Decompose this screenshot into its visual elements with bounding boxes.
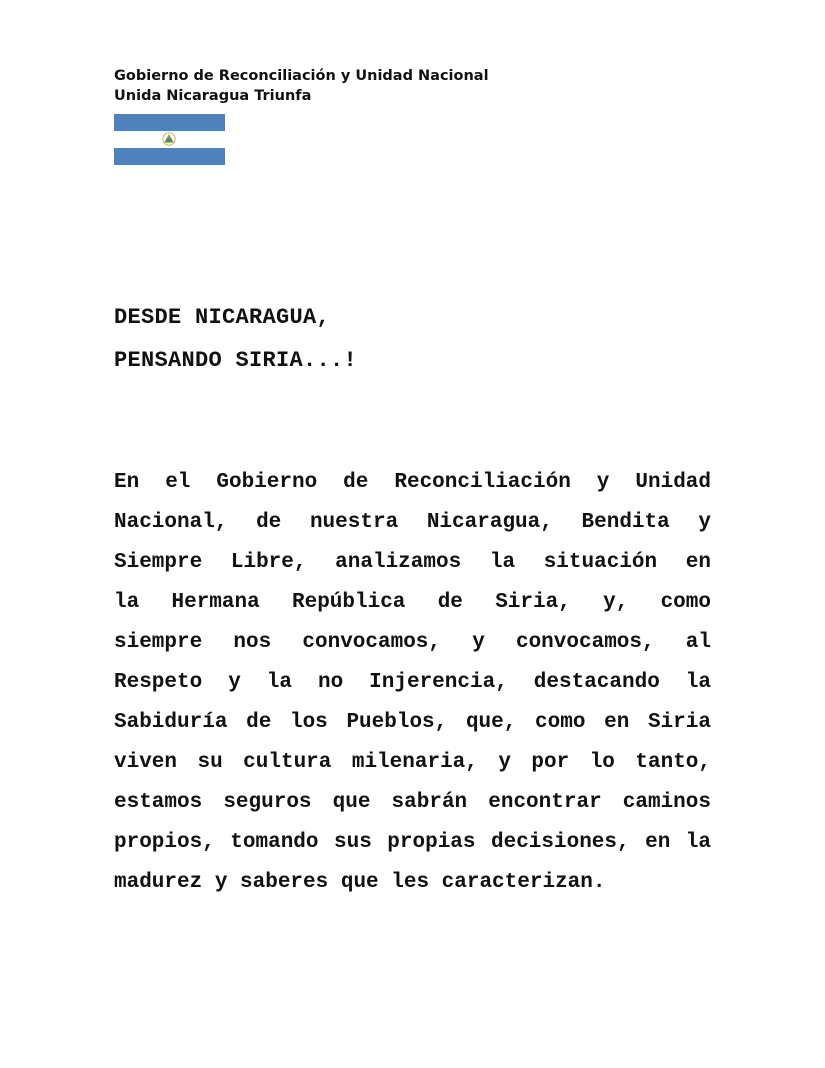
flag-bottom-stripe	[114, 148, 225, 165]
body-line: Nacional, de nuestra Nicaragua, Bendita y	[114, 511, 711, 534]
header-slogan: Unida Nicaragua Triunfa	[114, 88, 312, 104]
body-line: madurez y saberes que les caracterizan.	[114, 871, 606, 894]
title-line-1: DESDE NICARAGUA,	[114, 305, 331, 330]
nicaragua-flag-image	[114, 114, 225, 165]
body-line: viven su cultura milenaria, y por lo tanto,	[114, 751, 711, 774]
flag-top-stripe	[114, 114, 225, 131]
body-line: Sabiduría de los Pueblos, que, como en Siria	[114, 711, 711, 734]
title-line-2: PENSANDO SIRIA...!	[114, 348, 358, 373]
body-line: En el Gobierno de Reconciliación y Unidad	[114, 471, 711, 494]
body-line: Siempre Libre, analizamos la situación en	[114, 551, 711, 574]
body-line: propios, tomando sus propias decisiones, en la	[114, 831, 711, 854]
body-line: siempre nos convocamos, y convocamos, al	[114, 631, 711, 654]
body-line: Respeto y la no Injerencia, destacando la	[114, 671, 711, 694]
flag-middle-stripe	[114, 131, 225, 148]
body-line: estamos seguros que sabrán encontrar caminos	[114, 791, 711, 814]
body-line: la Hermana República de Siria, y, como	[114, 591, 711, 614]
coat-of-arms-icon	[161, 132, 177, 146]
header-government-name: Gobierno de Reconciliación y Unidad Nacional	[114, 68, 489, 84]
